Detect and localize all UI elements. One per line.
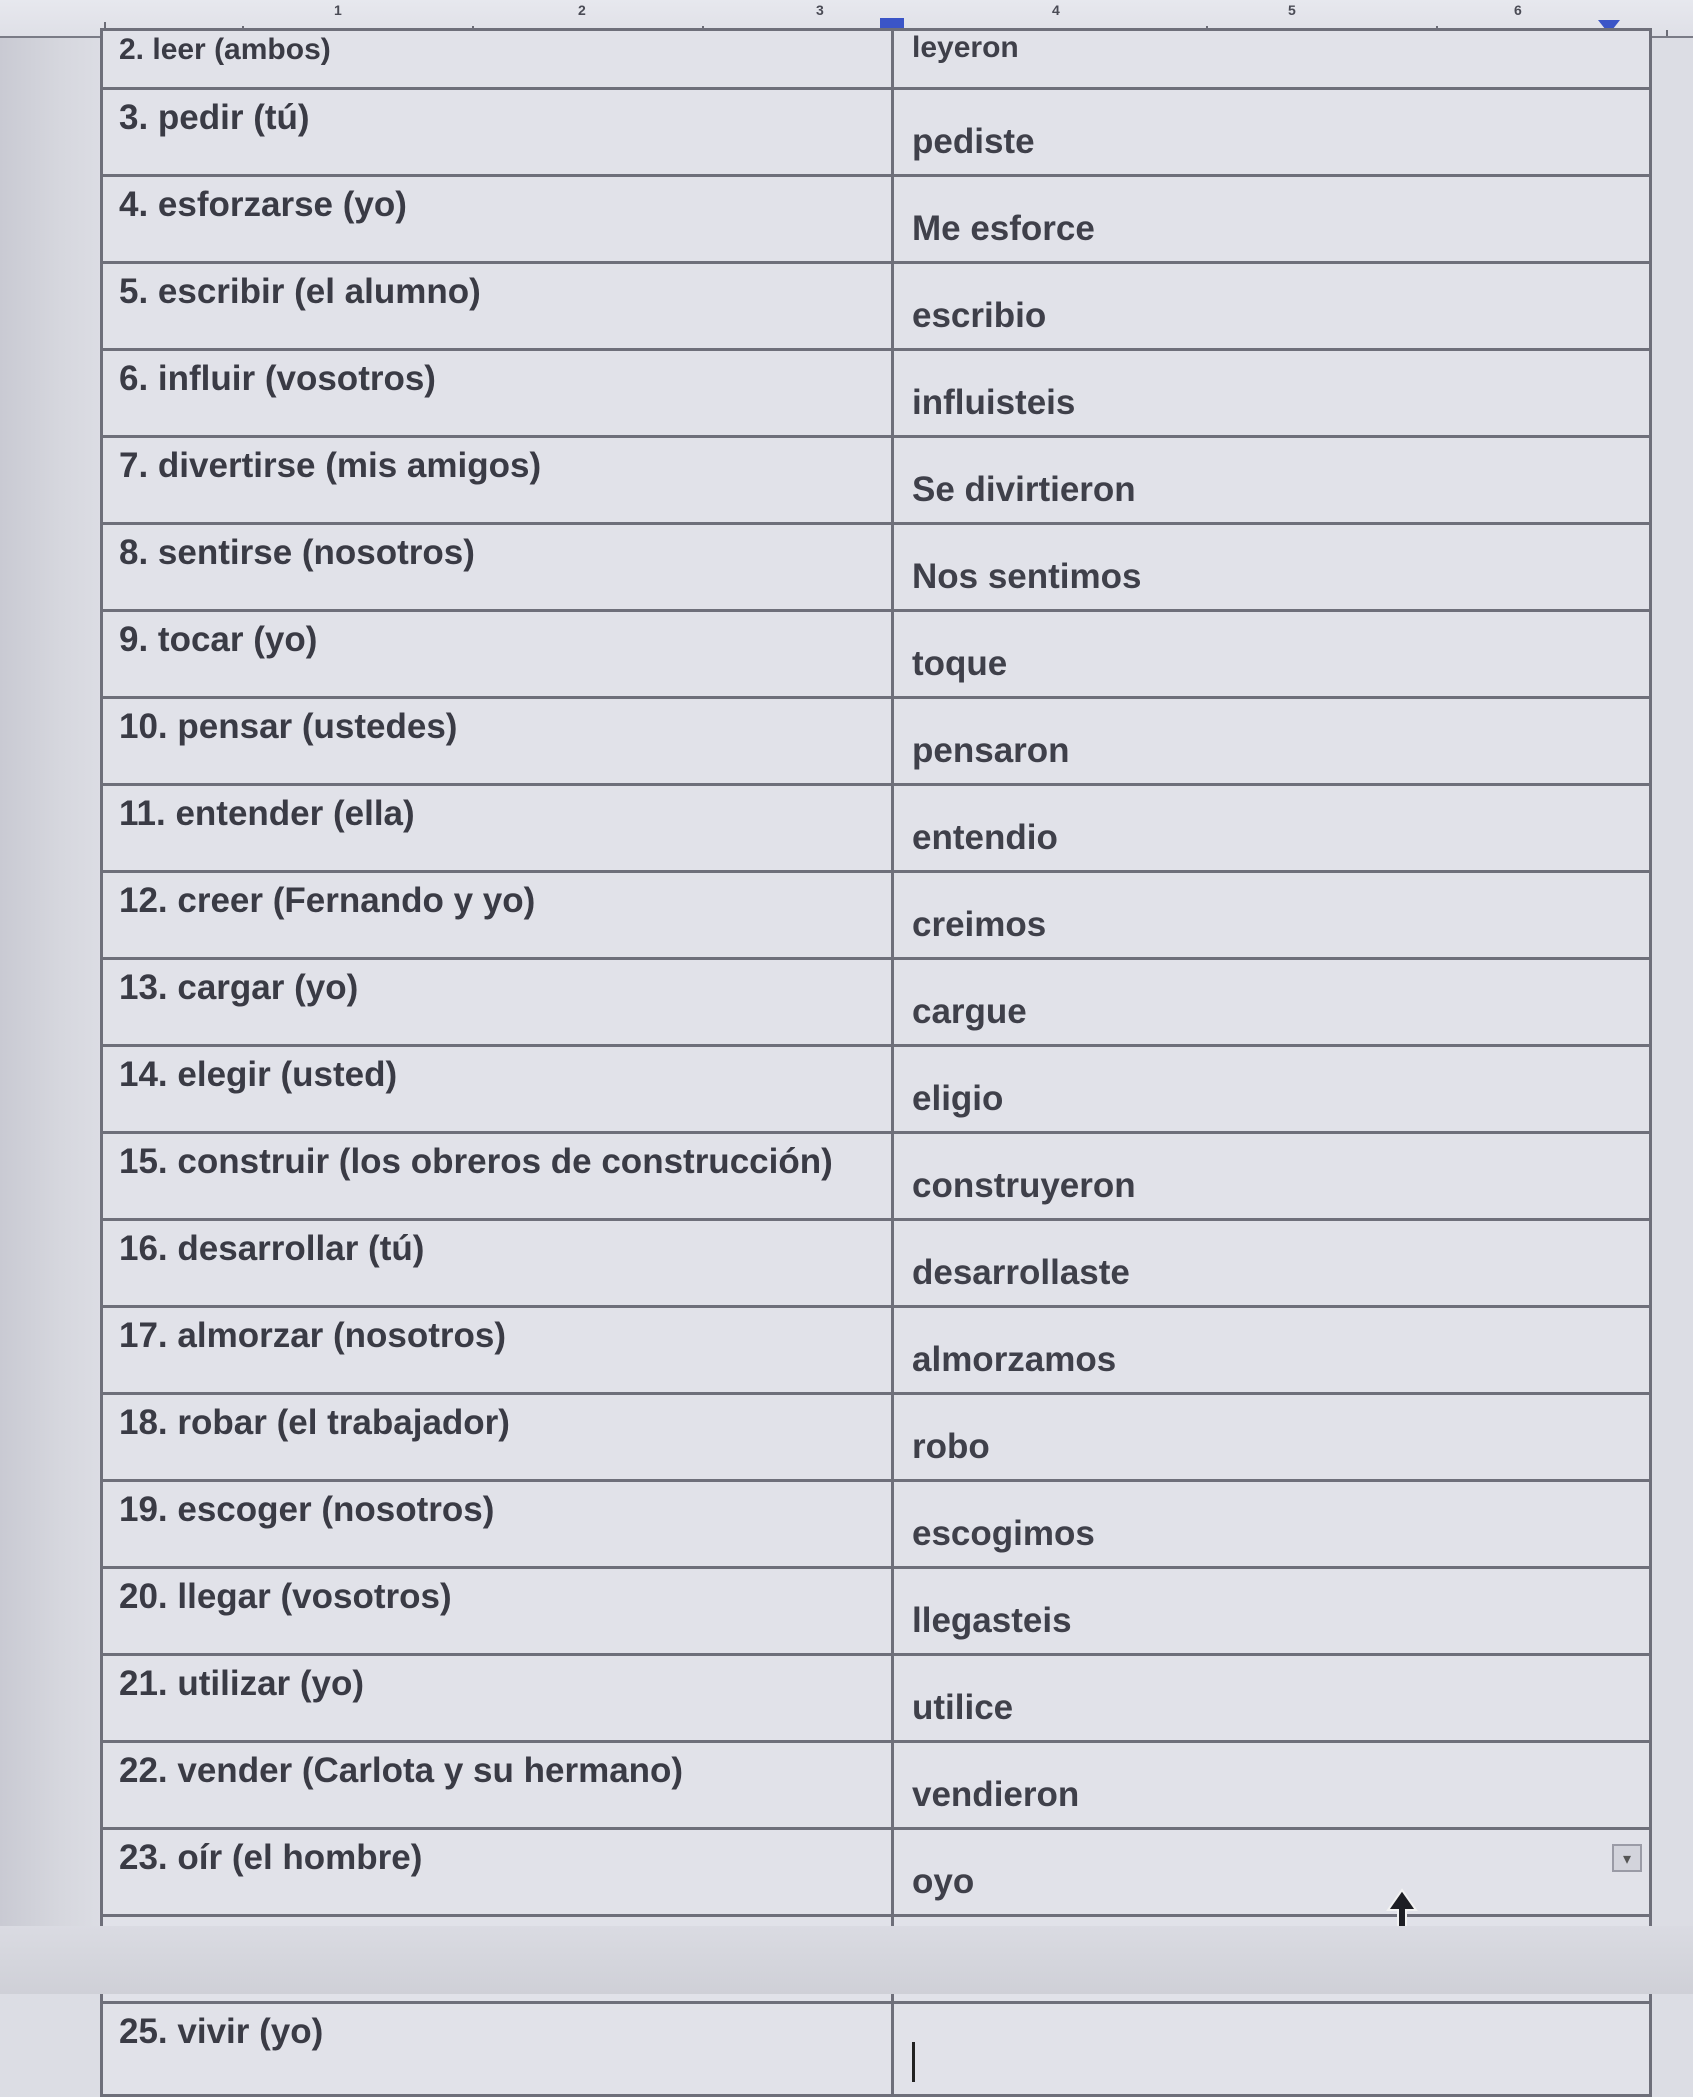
verb-cell[interactable]: 9. tocar (yo) (102, 611, 893, 698)
table-row (102, 1133, 1651, 1220)
cell-options-dropdown[interactable] (1612, 1844, 1642, 1872)
verb-cell[interactable]: 14. elegir (usted) (102, 1046, 893, 1133)
verb-cell[interactable]: 17. almorzar (nosotros) (102, 1307, 893, 1394)
answer-cell[interactable]: entendio (893, 785, 1651, 872)
answer-cell[interactable]: pensaron (893, 698, 1651, 785)
answer-cell[interactable]: Nos sentimos (893, 524, 1651, 611)
table-row (102, 1394, 1651, 1481)
table-row (102, 2003, 1651, 2096)
table-row (102, 611, 1651, 698)
answer-cell[interactable]: leyeron (893, 30, 1651, 89)
table-row (102, 1307, 1651, 1394)
table-row (102, 1220, 1651, 1307)
text-cursor-caret (912, 2042, 915, 2082)
verb-cell[interactable]: 10. pensar (ustedes) (102, 698, 893, 785)
answer-cell-active[interactable] (893, 2003, 1651, 2096)
ruler-tick (1666, 30, 1668, 36)
conjugation-table (100, 28, 1652, 2097)
verb-cell[interactable]: 2. leer (ambos) (102, 30, 893, 89)
table-row (102, 89, 1651, 176)
table-row (102, 1655, 1651, 1742)
table-row (102, 698, 1651, 785)
verb-cell[interactable]: 7. divertirse (mis amigos) (102, 437, 893, 524)
verb-cell[interactable]: 15. construir (los obreros de construcción) (102, 1133, 893, 1220)
verb-cell[interactable]: 16. desarrollar (tú) (102, 1220, 893, 1307)
table-row (102, 1568, 1651, 1655)
table-row (102, 785, 1651, 872)
answer-cell[interactable]: cargue (893, 959, 1651, 1046)
table-row (102, 1481, 1651, 1568)
answer-cell[interactable]: pediste (893, 89, 1651, 176)
ruler-number: 5 (1288, 2, 1296, 18)
verb-cell[interactable]: 6. influir (vosotros) (102, 350, 893, 437)
answer-cell[interactable]: construyeron (893, 1133, 1651, 1220)
ruler-number: 6 (1514, 2, 1522, 18)
answer-cell[interactable]: llegasteis (893, 1568, 1651, 1655)
verb-cell[interactable]: 4. esforzarse (yo) (102, 176, 893, 263)
ruler-number: 3 (816, 2, 824, 18)
verb-cell[interactable]: 20. llegar (vosotros) (102, 1568, 893, 1655)
page-left-margin (0, 0, 102, 1994)
table-row (102, 176, 1651, 263)
chevron-down-icon: ▾ (1622, 1851, 1632, 1868)
answer-cell[interactable]: creimos (893, 872, 1651, 959)
table-row (102, 524, 1651, 611)
answer-cell[interactable]: influisteis (893, 350, 1651, 437)
answer-cell[interactable]: Me esforce (893, 176, 1651, 263)
conjugation-table-container (100, 28, 1652, 2097)
answer-cell[interactable]: escogimos (893, 1481, 1651, 1568)
ruler-number: 4 (1052, 2, 1060, 18)
answer-cell[interactable]: Se divirtieron (893, 437, 1651, 524)
answer-cell[interactable]: utilice (893, 1655, 1651, 1742)
verb-cell[interactable]: 3. pedir (tú) (102, 89, 893, 176)
table-row (102, 872, 1651, 959)
verb-cell[interactable]: 25. vivir (yo) (102, 2003, 893, 2096)
answer-cell[interactable]: escribio (893, 263, 1651, 350)
ruler-number: 2 (578, 2, 586, 18)
verb-cell[interactable]: 8. sentirse (nosotros) (102, 524, 893, 611)
table-row (102, 959, 1651, 1046)
verb-cell[interactable]: 23. oír (el hombre) (102, 1829, 893, 1916)
answer-cell[interactable]: vendieron (893, 1742, 1651, 1829)
answer-cell[interactable]: eligio (893, 1046, 1651, 1133)
table-row (102, 437, 1651, 524)
verb-cell[interactable]: 21. utilizar (yo) (102, 1655, 893, 1742)
table-row (102, 1742, 1651, 1829)
verb-cell[interactable]: 13. cargar (yo) (102, 959, 893, 1046)
verb-cell[interactable]: 12. creer (Fernando y yo) (102, 872, 893, 959)
verb-cell[interactable]: 22. vender (Carlota y su hermano) (102, 1742, 893, 1829)
page-bottom-area (0, 1926, 1693, 1994)
verb-cell[interactable]: 18. robar (el trabajador) (102, 1394, 893, 1481)
ruler-number: 1 (334, 2, 342, 18)
answer-cell[interactable]: oyo (893, 1829, 1651, 1916)
verb-cell[interactable]: 5. escribir (el alumno) (102, 263, 893, 350)
verb-cell[interactable]: 19. escoger (nosotros) (102, 1481, 893, 1568)
table-row (102, 1046, 1651, 1133)
answer-cell[interactable]: toque (893, 611, 1651, 698)
answer-cell[interactable]: robo (893, 1394, 1651, 1481)
answer-cell[interactable]: desarrollaste (893, 1220, 1651, 1307)
answer-cell[interactable]: almorzamos (893, 1307, 1651, 1394)
table-row (102, 30, 1651, 89)
verb-cell[interactable]: 11. entender (ella) (102, 785, 893, 872)
table-row (102, 350, 1651, 437)
table-row (102, 263, 1651, 350)
